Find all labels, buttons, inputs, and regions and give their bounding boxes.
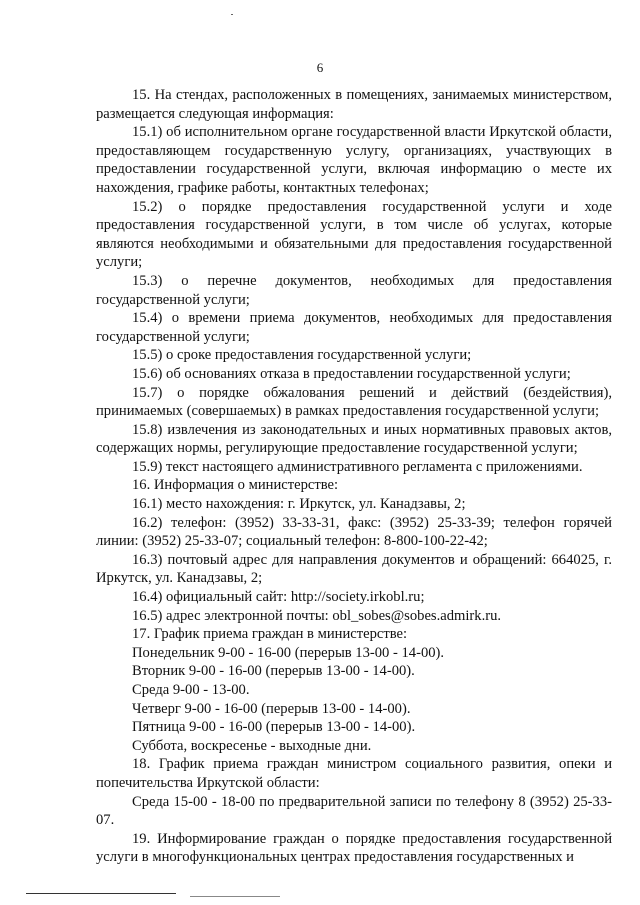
document-paragraph: 16.5) адрес электронной почты: obl_sobes@sobes.admirk.ru. [132,607,502,624]
document-paragraph: Суббота, воскресенье - выходные дни. [132,737,372,754]
document-paragraph: 16.4) официальный сайт: http://society.irkobl.ru; [132,589,425,606]
document-paragraph: 15. На стендах, расположенных в помещениях, занимаемых министерством, размещается следующая информация: [96,87,612,122]
document-paragraph: 16.3) почтовый адрес для направления документов и обращений: 664025, г. Иркутск, ул. Канадзавы, 2; [96,551,612,587]
document-paragraph: 15.4) о времени приема документов, необходимых для предоставления государственной услуги; [96,310,612,345]
document-paragraph: Понедельник 9-00 - 16-00 (перерыв 13-00 - 14-00). [132,644,445,661]
document-paragraph: 15.2) о порядке предоставления государственной услуги и ходе предоставления государственной услуги, в том числе об услугах, которые являются необходимыми и обязательными для предоставления государственной услуги; [96,198,612,271]
document-paragraph: Вторник 9-00 - 16-00 (перерыв 13-00 - 14-00). [132,663,415,680]
scan-edge-line [26,893,176,894]
document-paragraph: 16.2) телефон: (3952) 33-33-31, факс: (3952) 25-33-39; телефон горячей линии: (3952) 25-33-07; социальный телефон: 8-800-100-22-42; [96,514,612,550]
document-paragraph: 17. График приема граждан в министерстве: [132,626,408,643]
document-paragraph: Пятница 9-00 - 16-00 (перерыв 13-00 - 14-00). [132,719,416,736]
document-paragraph: 16.1) место нахождения: г. Иркутск, ул. Канадзавы, 2; [132,496,466,513]
document-paragraph: 16. Информация о министерстве: [132,477,339,494]
document-paragraph: 15.9) текст настоящего административного регламента с приложениями. [132,458,583,475]
document-paragraph: 15.3) о перечне документов, необходимых для предоставления государственной услуги; [96,272,612,308]
scan-edge-line [190,896,280,897]
scan-speck [231,14,233,15]
document-paragraph: 15.1) об исполнительном органе государственной власти Иркутской области, предоставляющем государственную услугу, организациях, участвующих в предоставлении государственной услуги, включая информацию о месте их нахождения, графике работы, контактных телефонах; [96,124,612,196]
document-paragraph: 19. Информирование граждан о порядке предоставления государственной услуги в многофункциональных центрах предоставления государственных и [96,830,612,866]
document-paragraph: 15.7) о порядке обжалования решений и действий (бездействия), принимаемых (совершаемых) в рамках предоставления государственной услуги; [96,384,612,420]
document-paragraph: Среда 15-00 - 18-00 по предварительной записи по телефону 8 (3952) 25-33-07. [96,793,612,829]
document-paragraph: 15.8) извлечения из законодательных и иных нормативных правовых актов, содержащих нормы, регулирующие предоставление государственной услуги; [96,421,612,457]
document-body [96,86,612,867]
document-paragraph: 15.6) об основаниях отказа в предоставлении государственной услуги; [132,365,571,382]
document-paragraph: Четверг 9-00 - 16-00 (перерыв 13-00 - 14-00). [132,700,411,717]
document-paragraph: 18. График приема граждан министром социального развития, опеки и попечительства Иркутской области: [96,756,612,791]
document-paragraph: 15.5) о сроке предоставления государственной услуги; [132,347,472,364]
page-number: 6 [316,60,324,75]
document-paragraph: Среда 9-00 - 13-00. [132,682,250,698]
